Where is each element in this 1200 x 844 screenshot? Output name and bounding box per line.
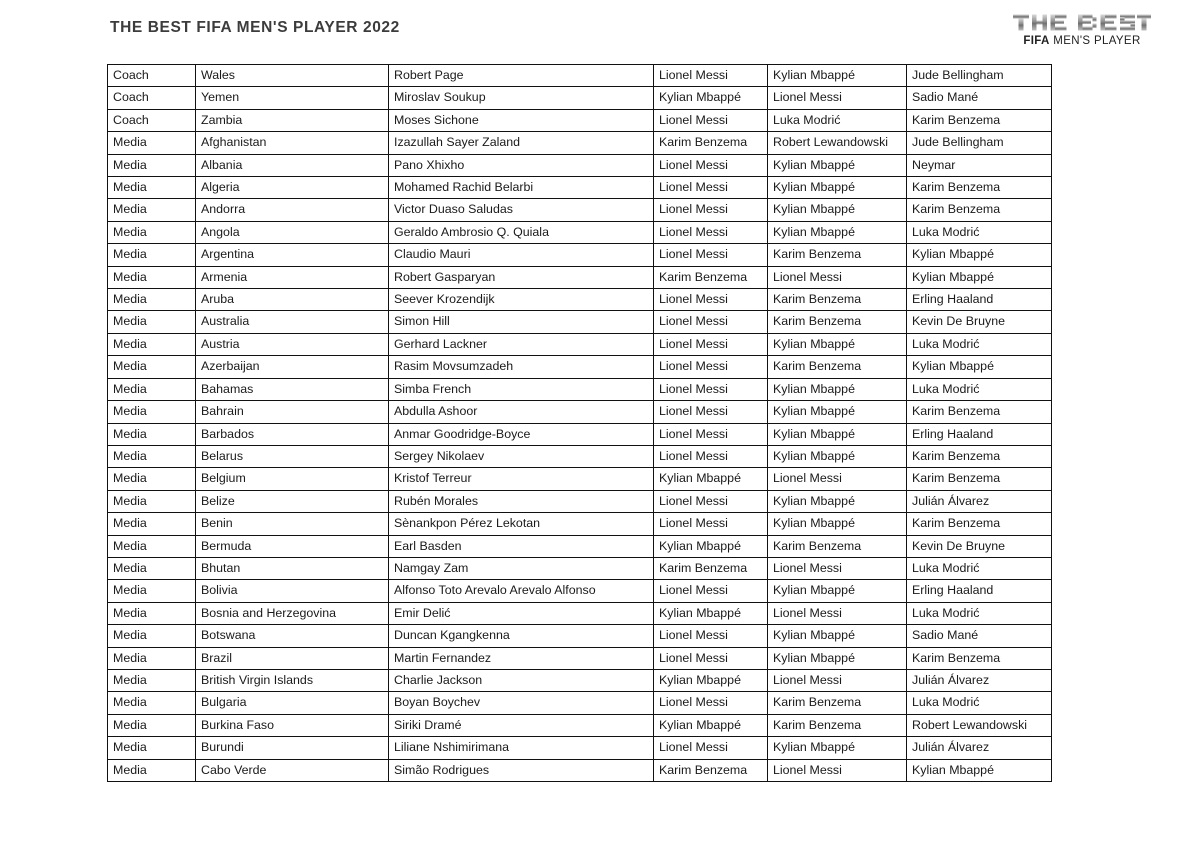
- cell-voter-name: Mohamed Rachid Belarbi: [389, 177, 654, 199]
- cell-third-vote: Kevin De Bruyne: [907, 311, 1052, 333]
- cell-third-vote: Julián Álvarez: [907, 669, 1052, 691]
- table-row: [108, 65, 1052, 87]
- table-row: [108, 535, 1052, 557]
- cell-country: Burundi: [196, 737, 389, 759]
- table-row: [108, 490, 1052, 512]
- cell-third-vote: Julián Álvarez: [907, 737, 1052, 759]
- table-row: [108, 356, 1052, 378]
- cell-first-vote: Lionel Messi: [654, 513, 768, 535]
- cell-second-vote: Karim Benzema: [768, 692, 907, 714]
- cell-voter-name: Abdulla Ashoor: [389, 401, 654, 423]
- table-row: [108, 423, 1052, 445]
- cell-third-vote: Erling Haaland: [907, 289, 1052, 311]
- cell-second-vote: Lionel Messi: [768, 266, 907, 288]
- cell-third-vote: Kylian Mbappé: [907, 266, 1052, 288]
- cell-third-vote: Luka Modrić: [907, 692, 1052, 714]
- cell-voter-group: Media: [108, 669, 196, 691]
- cell-third-vote: Luka Modrić: [907, 378, 1052, 400]
- cell-second-vote: Kylian Mbappé: [768, 177, 907, 199]
- cell-third-vote: Karim Benzema: [907, 199, 1052, 221]
- cell-first-vote: Lionel Messi: [654, 423, 768, 445]
- cell-voter-name: Sergey Nikolaev: [389, 445, 654, 467]
- cell-second-vote: Kylian Mbappé: [768, 625, 907, 647]
- cell-third-vote: Karim Benzema: [907, 513, 1052, 535]
- cell-country: Belarus: [196, 445, 389, 467]
- cell-third-vote: Neymar: [907, 154, 1052, 176]
- cell-second-vote: Karim Benzema: [768, 714, 907, 736]
- cell-third-vote: Jude Bellingham: [907, 65, 1052, 87]
- cell-voter-name: Duncan Kgangkenna: [389, 625, 654, 647]
- table-row: [108, 647, 1052, 669]
- cell-second-vote: Robert Lewandowski: [768, 132, 907, 154]
- cell-second-vote: Kylian Mbappé: [768, 513, 907, 535]
- cell-third-vote: Karim Benzema: [907, 647, 1052, 669]
- cell-voter-group: Media: [108, 625, 196, 647]
- cell-voter-name: Liliane Nshimirimana: [389, 737, 654, 759]
- cell-voter-name: Robert Page: [389, 65, 654, 87]
- table-row: [108, 714, 1052, 736]
- table-row: [108, 333, 1052, 355]
- cell-third-vote: Karim Benzema: [907, 468, 1052, 490]
- the-best-wordmark-icon: [1012, 13, 1152, 32]
- table-row: [108, 468, 1052, 490]
- cell-first-vote: Karim Benzema: [654, 266, 768, 288]
- cell-first-vote: Lionel Messi: [654, 311, 768, 333]
- cell-second-vote: Kylian Mbappé: [768, 65, 907, 87]
- cell-voter-name: Victor Duaso Saludas: [389, 199, 654, 221]
- cell-voter-name: Simão Rodrigues: [389, 759, 654, 781]
- cell-voter-group: Media: [108, 468, 196, 490]
- cell-third-vote: Karim Benzema: [907, 445, 1052, 467]
- cell-country: Bolivia: [196, 580, 389, 602]
- cell-first-vote: Karim Benzema: [654, 557, 768, 579]
- cell-voter-group: Coach: [108, 65, 196, 87]
- cell-second-vote: Karim Benzema: [768, 289, 907, 311]
- table-row: [108, 199, 1052, 221]
- cell-second-vote: Kylian Mbappé: [768, 401, 907, 423]
- table-row: [108, 737, 1052, 759]
- cell-voter-name: Sènankpon Pérez Lekotan: [389, 513, 654, 535]
- cell-third-vote: Kevin De Bruyne: [907, 535, 1052, 557]
- cell-third-vote: Kylian Mbappé: [907, 759, 1052, 781]
- table-row: [108, 378, 1052, 400]
- cell-country: Andorra: [196, 199, 389, 221]
- cell-voter-name: Charlie Jackson: [389, 669, 654, 691]
- cell-voter-group: Media: [108, 445, 196, 467]
- cell-third-vote: Luka Modrić: [907, 333, 1052, 355]
- cell-first-vote: Kylian Mbappé: [654, 669, 768, 691]
- cell-voter-group: Media: [108, 378, 196, 400]
- cell-country: Burkina Faso: [196, 714, 389, 736]
- cell-second-vote: Lionel Messi: [768, 759, 907, 781]
- cell-third-vote: Julián Álvarez: [907, 490, 1052, 512]
- table-row: [108, 289, 1052, 311]
- table-row: [108, 557, 1052, 579]
- cell-third-vote: Luka Modrić: [907, 602, 1052, 624]
- cell-voter-name: Martin Fernandez: [389, 647, 654, 669]
- cell-country: Angola: [196, 221, 389, 243]
- cell-country: Bahamas: [196, 378, 389, 400]
- cell-country: Barbados: [196, 423, 389, 445]
- cell-voter-name: Simba French: [389, 378, 654, 400]
- cell-voter-group: Media: [108, 602, 196, 624]
- cell-second-vote: Karim Benzema: [768, 244, 907, 266]
- cell-first-vote: Kylian Mbappé: [654, 714, 768, 736]
- cell-first-vote: Lionel Messi: [654, 244, 768, 266]
- table-row: [108, 580, 1052, 602]
- cell-third-vote: Erling Haaland: [907, 580, 1052, 602]
- cell-voter-group: Coach: [108, 109, 196, 131]
- votes-table: [107, 64, 1052, 782]
- cell-third-vote: Karim Benzema: [907, 401, 1052, 423]
- cell-third-vote: Robert Lewandowski: [907, 714, 1052, 736]
- cell-first-vote: Lionel Messi: [654, 199, 768, 221]
- cell-first-vote: Lionel Messi: [654, 177, 768, 199]
- cell-third-vote: Sadio Mané: [907, 625, 1052, 647]
- cell-second-vote: Lionel Messi: [768, 602, 907, 624]
- cell-first-vote: Lionel Messi: [654, 154, 768, 176]
- cell-country: Azerbaijan: [196, 356, 389, 378]
- cell-voter-group: Media: [108, 692, 196, 714]
- cell-country: Wales: [196, 65, 389, 87]
- cell-first-vote: Lionel Messi: [654, 65, 768, 87]
- cell-voter-name: Claudio Mauri: [389, 244, 654, 266]
- cell-voter-name: Moses Sichone: [389, 109, 654, 131]
- cell-first-vote: Lionel Messi: [654, 289, 768, 311]
- cell-voter-name: Miroslav Soukup: [389, 87, 654, 109]
- logo-fifa-text: FIFA: [1023, 35, 1050, 47]
- cell-second-vote: Luka Modrić: [768, 109, 907, 131]
- cell-second-vote: Kylian Mbappé: [768, 580, 907, 602]
- cell-country: Zambia: [196, 109, 389, 131]
- cell-first-vote: Lionel Messi: [654, 445, 768, 467]
- table-row: [108, 401, 1052, 423]
- cell-second-vote: Lionel Messi: [768, 557, 907, 579]
- cell-country: Bermuda: [196, 535, 389, 557]
- cell-first-vote: Lionel Messi: [654, 356, 768, 378]
- cell-country: Bosnia and Herzegovina: [196, 602, 389, 624]
- cell-country: Argentina: [196, 244, 389, 266]
- cell-first-vote: Lionel Messi: [654, 401, 768, 423]
- logo-subtitle: [1012, 35, 1152, 47]
- cell-country: Afghanistan: [196, 132, 389, 154]
- cell-second-vote: Kylian Mbappé: [768, 199, 907, 221]
- table-row: [108, 154, 1052, 176]
- cell-country: Yemen: [196, 87, 389, 109]
- table-row: [108, 266, 1052, 288]
- cell-first-vote: Kylian Mbappé: [654, 87, 768, 109]
- table-row: [108, 244, 1052, 266]
- cell-second-vote: Lionel Messi: [768, 468, 907, 490]
- table-row: [108, 692, 1052, 714]
- table-row: [108, 87, 1052, 109]
- cell-country: British Virgin Islands: [196, 669, 389, 691]
- table-row: [108, 177, 1052, 199]
- table-row: [108, 669, 1052, 691]
- cell-third-vote: Jude Bellingham: [907, 132, 1052, 154]
- cell-voter-name: Izazullah Sayer Zaland: [389, 132, 654, 154]
- cell-voter-group: Media: [108, 490, 196, 512]
- cell-voter-group: Media: [108, 244, 196, 266]
- cell-country: Algeria: [196, 177, 389, 199]
- table-row: [108, 625, 1052, 647]
- cell-voter-group: Media: [108, 154, 196, 176]
- cell-first-vote: Kylian Mbappé: [654, 602, 768, 624]
- cell-voter-group: Media: [108, 759, 196, 781]
- cell-first-vote: Kylian Mbappé: [654, 468, 768, 490]
- cell-voter-group: Coach: [108, 87, 196, 109]
- cell-voter-name: Gerhard Lackner: [389, 333, 654, 355]
- cell-third-vote: Karim Benzema: [907, 177, 1052, 199]
- cell-voter-name: Rubén Morales: [389, 490, 654, 512]
- cell-first-vote: Kylian Mbappé: [654, 535, 768, 557]
- cell-voter-name: Earl Basden: [389, 535, 654, 557]
- table-row: [108, 759, 1052, 781]
- cell-second-vote: Kylian Mbappé: [768, 445, 907, 467]
- cell-third-vote: Sadio Mané: [907, 87, 1052, 109]
- cell-voter-group: Media: [108, 356, 196, 378]
- cell-country: Belgium: [196, 468, 389, 490]
- cell-second-vote: Kylian Mbappé: [768, 221, 907, 243]
- cell-country: Belize: [196, 490, 389, 512]
- cell-voter-group: Media: [108, 333, 196, 355]
- cell-country: Australia: [196, 311, 389, 333]
- cell-second-vote: Karim Benzema: [768, 356, 907, 378]
- cell-first-vote: Lionel Messi: [654, 580, 768, 602]
- cell-second-vote: Kylian Mbappé: [768, 647, 907, 669]
- cell-first-vote: Lionel Messi: [654, 221, 768, 243]
- cell-voter-name: Alfonso Toto Arevalo Arevalo Alfonso: [389, 580, 654, 602]
- cell-voter-group: Media: [108, 557, 196, 579]
- cell-voter-name: Kristof Terreur: [389, 468, 654, 490]
- cell-first-vote: Lionel Messi: [654, 647, 768, 669]
- cell-voter-name: Geraldo Ambrosio Q. Quiala: [389, 221, 654, 243]
- cell-third-vote: Luka Modrić: [907, 221, 1052, 243]
- cell-second-vote: Kylian Mbappé: [768, 423, 907, 445]
- cell-second-vote: Kylian Mbappé: [768, 378, 907, 400]
- cell-second-vote: Kylian Mbappé: [768, 737, 907, 759]
- cell-first-vote: Karim Benzema: [654, 132, 768, 154]
- cell-voter-group: Media: [108, 714, 196, 736]
- cell-voter-group: Media: [108, 221, 196, 243]
- cell-voter-name: Robert Gasparyan: [389, 266, 654, 288]
- cell-voter-name: Siriki Dramé: [389, 714, 654, 736]
- cell-country: Aruba: [196, 289, 389, 311]
- cell-voter-name: Anmar Goodridge-Boyce: [389, 423, 654, 445]
- votes-table-container: [107, 64, 1051, 782]
- cell-voter-name: Pano Xhixho: [389, 154, 654, 176]
- cell-voter-group: Media: [108, 423, 196, 445]
- cell-third-vote: Kylian Mbappé: [907, 356, 1052, 378]
- table-row: [108, 221, 1052, 243]
- cell-voter-group: Media: [108, 177, 196, 199]
- cell-voter-name: Namgay Zam: [389, 557, 654, 579]
- cell-country: Albania: [196, 154, 389, 176]
- cell-country: Brazil: [196, 647, 389, 669]
- cell-third-vote: Erling Haaland: [907, 423, 1052, 445]
- cell-first-vote: Lionel Messi: [654, 109, 768, 131]
- cell-voter-name: Boyan Boychev: [389, 692, 654, 714]
- cell-third-vote: Luka Modrić: [907, 557, 1052, 579]
- cell-first-vote: Lionel Messi: [654, 625, 768, 647]
- cell-third-vote: Karim Benzema: [907, 109, 1052, 131]
- cell-country: Armenia: [196, 266, 389, 288]
- cell-voter-group: Media: [108, 513, 196, 535]
- cell-voter-name: Seever Krozendijk: [389, 289, 654, 311]
- cell-voter-group: Media: [108, 266, 196, 288]
- cell-voter-group: Media: [108, 647, 196, 669]
- cell-voter-group: Media: [108, 401, 196, 423]
- cell-first-vote: Lionel Messi: [654, 490, 768, 512]
- cell-country: Cabo Verde: [196, 759, 389, 781]
- cell-voter-group: Media: [108, 132, 196, 154]
- table-row: [108, 132, 1052, 154]
- cell-first-vote: Lionel Messi: [654, 737, 768, 759]
- cell-voter-group: Media: [108, 289, 196, 311]
- cell-voter-name: Simon Hill: [389, 311, 654, 333]
- cell-first-vote: Lionel Messi: [654, 378, 768, 400]
- cell-voter-name: Rasim Movsumzadeh: [389, 356, 654, 378]
- cell-voter-group: Media: [108, 580, 196, 602]
- page-title: THE BEST FIFA MEN'S PLAYER 2022: [110, 19, 400, 36]
- cell-country: Bulgaria: [196, 692, 389, 714]
- table-row: [108, 602, 1052, 624]
- cell-second-vote: Kylian Mbappé: [768, 154, 907, 176]
- cell-country: Botswana: [196, 625, 389, 647]
- cell-second-vote: Kylian Mbappé: [768, 490, 907, 512]
- the-best-fifa-logo: [1012, 13, 1152, 47]
- table-row: [108, 311, 1052, 333]
- cell-second-vote: Kylian Mbappé: [768, 333, 907, 355]
- cell-country: Bahrain: [196, 401, 389, 423]
- table-row: [108, 109, 1052, 131]
- cell-voter-group: Media: [108, 535, 196, 557]
- cell-voter-name: Emir Delić: [389, 602, 654, 624]
- table-row: [108, 513, 1052, 535]
- document-header: [0, 0, 1200, 60]
- cell-first-vote: Lionel Messi: [654, 692, 768, 714]
- cell-voter-group: Media: [108, 737, 196, 759]
- cell-country: Benin: [196, 513, 389, 535]
- cell-voter-group: Media: [108, 199, 196, 221]
- cell-first-vote: Karim Benzema: [654, 759, 768, 781]
- cell-first-vote: Lionel Messi: [654, 333, 768, 355]
- logo-category-text: MEN'S PLAYER: [1049, 35, 1141, 47]
- cell-second-vote: Lionel Messi: [768, 669, 907, 691]
- cell-second-vote: Lionel Messi: [768, 87, 907, 109]
- votes-table-body: [108, 65, 1052, 782]
- cell-second-vote: Karim Benzema: [768, 311, 907, 333]
- cell-voter-group: Media: [108, 311, 196, 333]
- table-row: [108, 445, 1052, 467]
- cell-second-vote: Karim Benzema: [768, 535, 907, 557]
- cell-country: Bhutan: [196, 557, 389, 579]
- cell-country: Austria: [196, 333, 389, 355]
- cell-third-vote: Kylian Mbappé: [907, 244, 1052, 266]
